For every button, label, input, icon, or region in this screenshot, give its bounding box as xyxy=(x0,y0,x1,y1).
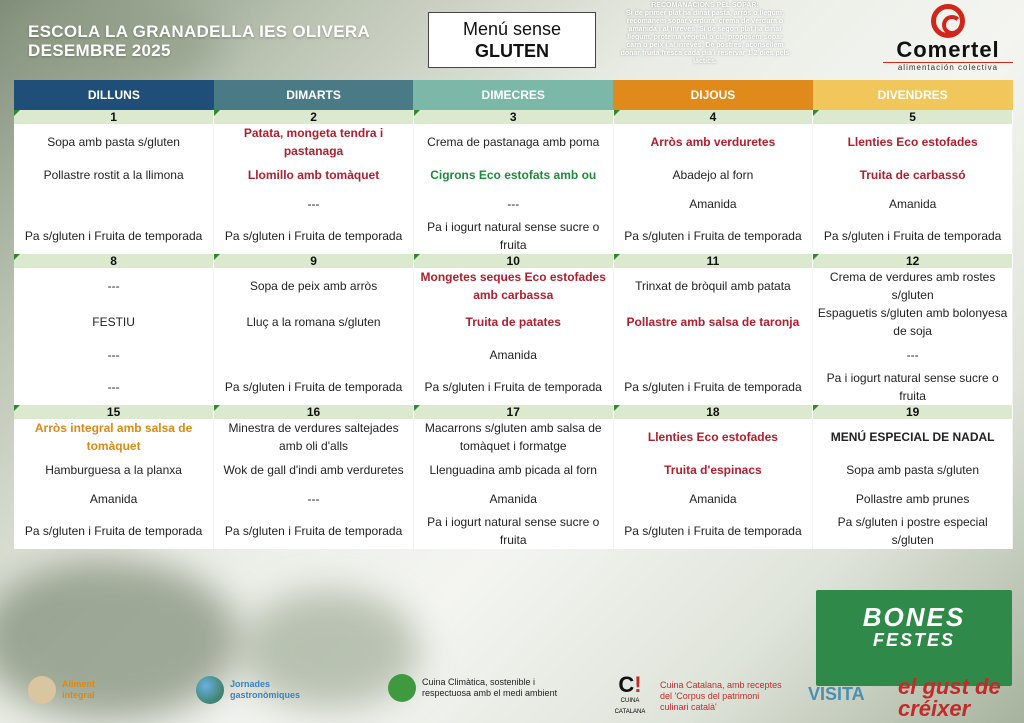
dish-cell: Patata, mongeta tendra i pastanaga xyxy=(214,124,414,160)
legend-integral xyxy=(28,676,122,704)
dish-cell: Mongetes seques Eco estofades amb carbassa xyxy=(413,268,613,304)
day-number-row xyxy=(14,405,1013,419)
legend-catalana-text: Cuina Catalana, amb receptes del 'Corpus del patrimoni culinari català' xyxy=(660,679,782,712)
header-title xyxy=(28,22,370,60)
dish-cell: Trinxat de bròquil amb patata xyxy=(613,268,813,304)
dish-cell: Sopa amb pasta s/gluten xyxy=(14,124,214,160)
dish-cell: Pa s/gluten i Fruita de temporada xyxy=(214,513,414,549)
gust-de-creixer-logo: el gust de créixer xyxy=(898,674,1001,721)
wheat-icon xyxy=(28,676,56,704)
dish-cell: Pollastre rostit a la llimona xyxy=(14,160,214,189)
dish-cell: --- xyxy=(813,340,1013,369)
dish-cell: Pa s/gluten i Fruita de temporada xyxy=(214,218,414,254)
brand-subtitle: alimentación colectiva xyxy=(883,62,1013,72)
day-number: 10 xyxy=(413,254,613,268)
dish-row xyxy=(14,513,1013,549)
dinner-recommendations xyxy=(620,2,790,66)
dish-cell: --- xyxy=(14,340,214,369)
dish-cell: Pa i iogurt natural sense sucre o fruita xyxy=(413,513,613,549)
dish-cell: Sopa de peix amb arròs xyxy=(214,268,414,304)
dish-cell: Macarrons s/gluten amb salsa de tomàquet i formatge xyxy=(413,419,613,455)
day-header: DIMECRES xyxy=(413,80,613,110)
legend-catalana xyxy=(606,674,790,718)
dish-row xyxy=(14,484,1013,513)
dish-cell: Truita de patates xyxy=(413,304,613,340)
day-header: DILLUNS xyxy=(14,80,214,110)
dish-cell: Pa i iogurt natural sense sucre o fruita xyxy=(413,218,613,254)
dish-cell: --- xyxy=(214,484,414,513)
day-number: 8 xyxy=(14,254,214,268)
dish-cell: Abadejo al forn xyxy=(613,160,813,189)
dish-row xyxy=(14,419,1013,455)
brand-name: Comertel xyxy=(896,37,1000,62)
dish-cell: Llenguadina amb picada al forn xyxy=(413,455,613,484)
dish-cell: Minestra de verdures saltejades amb oli d'alls xyxy=(214,419,414,455)
dish-cell: Pa s/gluten i Fruita de temporada xyxy=(14,513,214,549)
dish-cell: Llenties Eco estofades xyxy=(813,124,1013,160)
dish-cell: Lluç a la romana s/gluten xyxy=(214,304,414,340)
dish-cell: Amanida xyxy=(613,484,813,513)
dish-cell: Amanida xyxy=(613,189,813,218)
dish-cell: Pollastre amb salsa de taronja xyxy=(613,304,813,340)
dish-row xyxy=(14,340,1013,369)
visita-label: VISITA xyxy=(808,684,865,704)
dish-cell: Pollastre amb prunes xyxy=(813,484,1013,513)
globe-icon xyxy=(196,676,224,704)
dish-cell: Pa i iogurt natural sense sucre o fruita xyxy=(813,369,1013,405)
dish-cell: Amanida xyxy=(14,484,214,513)
dish-row xyxy=(14,304,1013,340)
legend-jornades xyxy=(196,676,320,704)
dish-row xyxy=(14,455,1013,484)
dish-cell: Crema de verdures amb rostes s/gluten xyxy=(813,268,1013,304)
dish-row xyxy=(14,268,1013,304)
menu-type-box xyxy=(428,12,596,68)
dish-cell: --- xyxy=(413,189,613,218)
day-number: 3 xyxy=(413,110,613,124)
dish-cell: --- xyxy=(14,268,214,304)
dish-cell: Truita d'espinacs xyxy=(613,455,813,484)
legend-integral-text: Aliment integral xyxy=(62,679,96,700)
menu-type-line1: Menú sense xyxy=(462,19,562,39)
dish-cell: MENÚ ESPECIAL DE NADAL xyxy=(813,419,1013,455)
legend-climatica-text: Cuina Climàtica, sostenible i respectuosa amb el medi ambient xyxy=(422,677,558,698)
dish-cell: Pa s/gluten i Fruita de temporada xyxy=(613,369,813,405)
dish-cell: FESTIU xyxy=(14,304,214,340)
weekday-header-row xyxy=(14,80,1013,110)
day-number: 16 xyxy=(214,405,414,419)
festes-line1: BONES xyxy=(862,602,966,632)
comertel-logo-icon xyxy=(931,4,965,38)
day-number: 5 xyxy=(813,110,1013,124)
day-header: DIVENDRES xyxy=(813,80,1013,110)
dish-cell: Espaguetis s/gluten amb bolonyesa de soja xyxy=(813,304,1013,340)
dish-cell: Pa s/gluten i postre especial s/gluten xyxy=(813,513,1013,549)
recommendations-text: Si de primer plat ha dinat pasta, arròs o llegum, recomanem sopar verdura, crema de verdura o amanida i al inrevès. Si de segon plat ha dinat llegum, proteïna vegetal o ou, proposem sopar carn o peix i al inrevès. De postres, aconsellem donar fruita fresca cada dia i reservar 1-2 dies pels làctics. xyxy=(620,10,790,65)
dish-cell: Pa s/gluten i Fruita de temporada xyxy=(813,218,1013,254)
dish-cell: --- xyxy=(214,189,414,218)
day-number: 12 xyxy=(813,254,1013,268)
dish-row xyxy=(14,124,1013,160)
catalana-logo-text: CUINA CATALANA xyxy=(614,698,646,715)
festes-line2: FESTES xyxy=(872,630,955,650)
dish-cell: Pa s/gluten i Fruita de temporada xyxy=(14,218,214,254)
dish-cell: --- xyxy=(14,369,214,405)
dish-cell xyxy=(613,340,813,369)
dish-cell: Arròs amb verduretes xyxy=(613,124,813,160)
menu-type-line2: GLUTEN xyxy=(475,41,549,61)
dish-cell: Cigrons Eco estofats amb ou xyxy=(413,160,613,189)
comertel-logo xyxy=(878,4,1018,72)
legend-climatica xyxy=(388,674,572,702)
day-number: 4 xyxy=(613,110,813,124)
day-number: 18 xyxy=(613,405,813,419)
thermometer-icon: C! xyxy=(618,672,642,697)
day-number: 2 xyxy=(214,110,414,124)
dish-cell: Amanida xyxy=(413,484,613,513)
month-label: DESEMBRE 2025 xyxy=(28,41,171,60)
school-name: ESCOLA LA GRANADELLA IES OLIVERA xyxy=(28,22,371,41)
dish-cell xyxy=(14,189,214,218)
day-number: 15 xyxy=(14,405,214,419)
dish-cell: Sopa amb pasta s/gluten xyxy=(813,455,1013,484)
recommendations-title: RECOMANACIONS PEL SOPAR: xyxy=(651,2,759,9)
dish-cell: Pa s/gluten i Fruita de temporada xyxy=(214,369,414,405)
dish-cell xyxy=(214,340,414,369)
legend-jornades-text: Jornades gastronòmiques xyxy=(230,679,301,700)
dish-cell: Wok de gall d'indi amb verduretes xyxy=(214,455,414,484)
dish-cell: Amanida xyxy=(813,189,1013,218)
dish-cell: Pa s/gluten i Fruita de temporada xyxy=(413,369,613,405)
day-number-row xyxy=(14,254,1013,268)
dish-cell: Pa s/gluten i Fruita de temporada xyxy=(613,218,813,254)
dish-cell: Crema de pastanaga amb poma xyxy=(413,124,613,160)
dish-cell: Pa s/gluten i Fruita de temporada xyxy=(613,513,813,549)
day-number: 17 xyxy=(413,405,613,419)
dish-row xyxy=(14,160,1013,189)
day-header: DIMARTS xyxy=(214,80,414,110)
dish-cell: Truita de carbassó xyxy=(813,160,1013,189)
dish-row xyxy=(14,189,1013,218)
day-number: 9 xyxy=(214,254,414,268)
dish-row xyxy=(14,369,1013,405)
monthly-menu-table xyxy=(14,80,1013,549)
day-header: DIJOUS xyxy=(613,80,813,110)
day-number-row xyxy=(14,110,1013,124)
dish-row xyxy=(14,218,1013,254)
footer-legend xyxy=(0,668,1024,723)
dish-cell: Amanida xyxy=(413,340,613,369)
dish-cell: Hamburguesa a la planxa xyxy=(14,455,214,484)
dish-cell: Llenties Eco estofades xyxy=(613,419,813,455)
day-number: 11 xyxy=(613,254,813,268)
leaf-icon xyxy=(388,674,416,702)
dish-cell: Llomillo amb tomàquet xyxy=(214,160,414,189)
dish-cell: Arròs integral amb salsa de tomàquet xyxy=(14,419,214,455)
cuina-catalana-logo xyxy=(606,674,654,718)
day-number: 1 xyxy=(14,110,214,124)
day-number: 19 xyxy=(813,405,1013,419)
